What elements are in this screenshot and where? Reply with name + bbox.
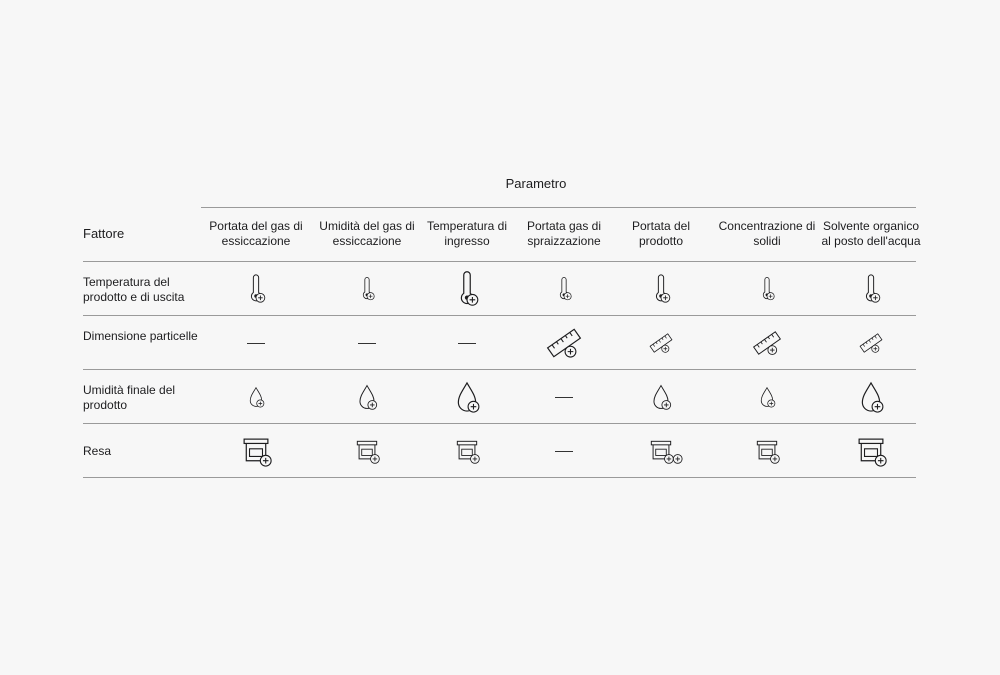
container-plus-icon <box>841 426 901 476</box>
dash-icon <box>555 397 573 398</box>
effect-cell <box>416 370 518 424</box>
effect-cell <box>610 262 712 316</box>
column-header-portata-gas-essiccazione: Portata del gas di essiccazione <box>209 219 303 248</box>
effect-cell <box>205 262 307 316</box>
drop-plus-icon <box>337 372 397 422</box>
column-header-umidita-gas-essiccazione: Umidità del gas di essiccazione <box>319 219 415 248</box>
effect-cell <box>316 424 418 478</box>
no-effect-dash <box>513 370 615 424</box>
effect-cell <box>316 262 418 316</box>
dash-icon <box>458 343 476 344</box>
drop-plus-icon <box>437 372 497 422</box>
thermometer-plus-icon <box>841 264 901 314</box>
drop-plus-icon <box>841 372 901 422</box>
no-effect-dash <box>316 316 418 370</box>
thermometer-plus-icon <box>437 264 497 314</box>
no-effect-dash <box>416 316 518 370</box>
effect-cell <box>716 370 818 424</box>
column-header-temperatura-ingresso: Temperatura di ingresso <box>426 219 508 248</box>
effect-cell <box>513 262 615 316</box>
column-header-solvente-organico: Solvente organico al posto dell'acqua <box>821 219 921 248</box>
container-plus-icon <box>737 426 797 476</box>
effect-cell <box>205 424 307 478</box>
effect-cell <box>513 316 615 370</box>
drop-plus-icon <box>631 372 691 422</box>
container-plus-icon <box>437 426 497 476</box>
row-label-umidita-finale: Umidità finale del prodotto <box>83 383 176 412</box>
row-label-resa: Resa <box>83 444 112 458</box>
factor-column-header: Fattore <box>83 226 125 241</box>
container-plus-icon <box>226 426 286 476</box>
parameter-group-title: Parametro <box>505 176 567 191</box>
effect-cell <box>820 424 922 478</box>
ruler-plus-icon <box>631 318 691 368</box>
effect-cell <box>716 424 818 478</box>
thermometer-plus-icon <box>226 264 286 314</box>
effect-cell <box>716 262 818 316</box>
column-header-concentrazione-solidi: Concentrazione di solidi <box>718 219 816 248</box>
thermometer-plus-icon <box>337 264 397 314</box>
container-plus-icon <box>337 426 397 476</box>
effect-cell <box>316 370 418 424</box>
container-double-plus-icon <box>631 426 691 476</box>
effect-cell <box>610 370 712 424</box>
row-label-dimensione-particelle: Dimensione particelle <box>83 329 198 343</box>
effect-cell <box>416 424 518 478</box>
dash-icon <box>555 451 573 452</box>
dash-icon <box>358 343 376 344</box>
no-effect-dash <box>513 424 615 478</box>
ruler-plus-icon <box>841 318 901 368</box>
effect-cell <box>416 262 518 316</box>
effect-cell <box>610 424 712 478</box>
column-header-portata-gas-spraizzazione: Portata gas di spraizzazione <box>526 219 602 248</box>
thermometer-plus-icon <box>631 264 691 314</box>
effect-cell <box>820 262 922 316</box>
dash-icon <box>247 343 265 344</box>
thermometer-plus-icon <box>534 264 594 314</box>
effect-cell <box>610 316 712 370</box>
effect-cell <box>716 316 818 370</box>
column-header-portata-prodotto: Portata del prodotto <box>631 219 691 248</box>
no-effect-dash <box>205 316 307 370</box>
drop-plus-icon <box>737 372 797 422</box>
thermometer-plus-icon <box>737 264 797 314</box>
effect-cell <box>205 370 307 424</box>
row-label-temperatura-prodotto: Temperatura del prodotto e di uscita <box>83 275 185 304</box>
effect-cell <box>820 370 922 424</box>
ruler-plus-icon <box>534 318 594 368</box>
effect-cell <box>820 316 922 370</box>
drop-plus-icon <box>226 372 286 422</box>
ruler-plus-icon <box>737 318 797 368</box>
